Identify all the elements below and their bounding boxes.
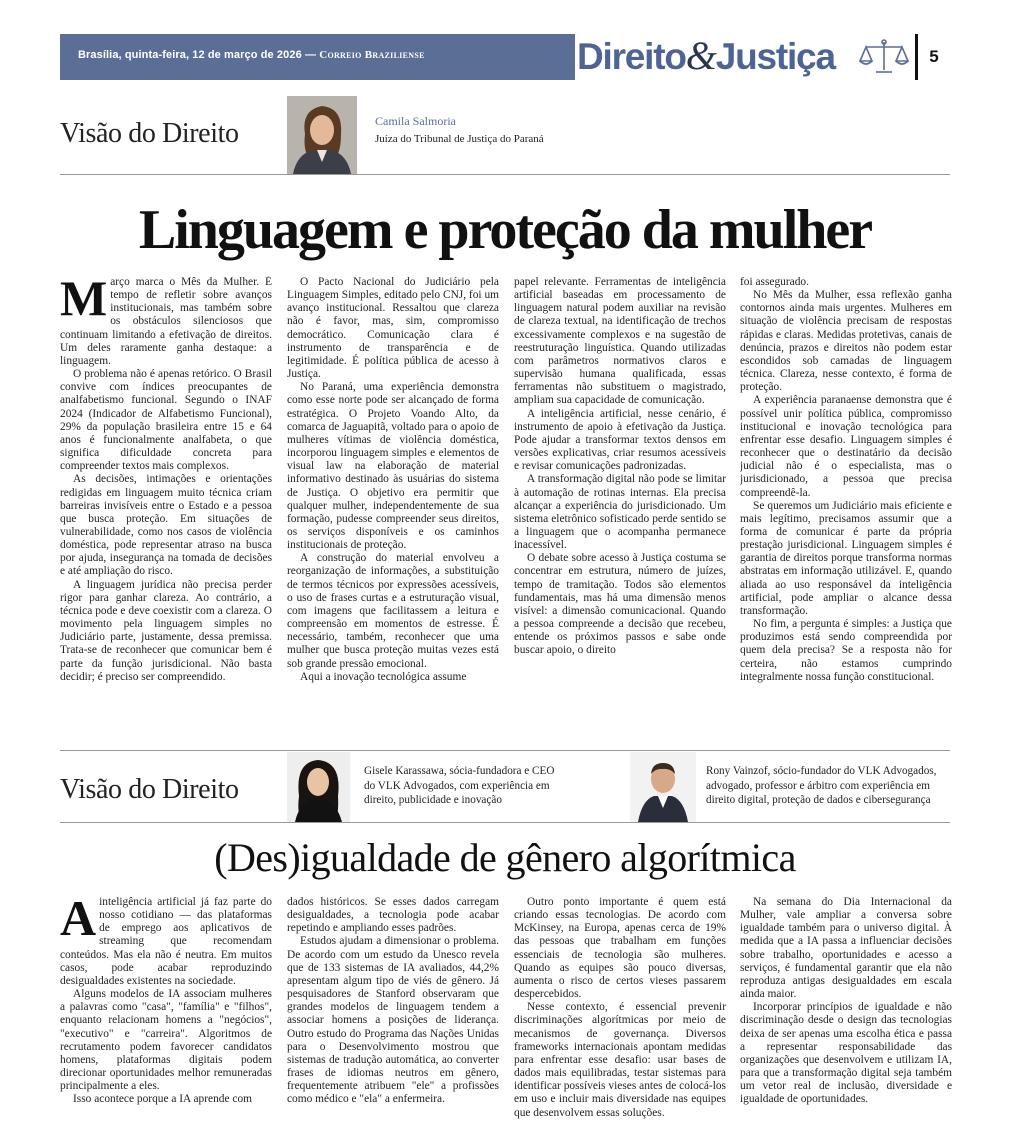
section-logo: [575, 34, 915, 80]
paragraph: Estudos ajudam a dimensionar o problema. De acordo com um estudo da Unesco revela que de 133 sistemas de IA avaliados, 44,2% apresentam algum tipo de viés de gênero. Já pesquisadores de Stanford observaram que grandes modelos de linguagem tendem a associar homens a posições de liderança. Outro estudo do Programa das Nações Unidas para o Desenvolvimento mostrou que sistemas de tradução automática, ao converter frases de idiomas neutros em gênero, frequentemente atribuem "ele" a profissões como médico e "ela" a enfermeira.: [287, 935, 499, 1106]
article2-column-3: [514, 896, 726, 1128]
paragraph: A transformação digital não pode se limitar à automação de rotinas internas. Ela precisa alcançar a experiência do jurisdicionado. Um sistema eletrônico sofisticado perde sentido se a linguagem que o acompanha permanece inacessível.: [514, 473, 726, 552]
paragraph: foi assegurado.: [740, 276, 809, 288]
section-label-2: Visão do Direito: [60, 774, 239, 805]
divider-article2: [60, 750, 950, 751]
paragraph: dados históricos. Se esses dados carregam desigualdades, a tecnologia pode acabar repetindo e ampliando esses padrões.: [287, 896, 499, 935]
paragraph: No fim, a pergunta é simples: a Justiça que produzimos está sendo compreendida por quem dela precisa? Se a resposta não for certeira, não estamos cumprindo integralmente nossa função constitucional.: [740, 618, 952, 683]
scales-icon: [858, 39, 910, 75]
section-title-ampersand: &: [685, 33, 716, 78]
author-name: Camila Salmoria: [375, 114, 456, 128]
paragraph: inteligência artificial já faz parte do nosso cotidiano — das plataformas de emprego aos aplicativos de streaming que recomendam conteúdos. Mas ela não é neutra. Em muitos casos, pode acabar reproduzindo desigualdades existentes na sociedade.: [60, 896, 272, 987]
section-title-part-1: Direito: [577, 36, 686, 77]
author-photo-rony: [630, 752, 696, 822]
newspaper-name: Correio Braziliense: [319, 49, 425, 61]
paragraph: Alguns modelos de IA associam mulheres a palavras como "casa", "família" e "filhos", enquanto relacionam homens a "negócios", "executivo" e "carreira". Algoritmos de recrutamento podem favorecer candidatos homens, plataformas digitais podem direcionar oportunidades melhor remuneradas principalmente a eles.: [60, 988, 272, 1093]
masthead: [60, 34, 950, 80]
paragraph: A linguagem jurídica não precisa perder rigor para ganhar clareza. Ao contrário, a técnica pode e deve coexistir com a clareza. O movimento pela linguagem simples no Judiciário parte, justamente, dessa premissa. Trata-se de reconhecer que comunicar bem é parte da função jurisdicional. Não basta decidir; é preciso ser compreendido.: [60, 578, 272, 683]
paragraph: Isso acontece porque a IA aprende com: [73, 1093, 253, 1106]
paragraph: Se queremos um Judiciário mais eficiente e mais legítimo, precisamos assumir que a forma de comunicar é parte da própria prestação jurisdicional. Linguagem simples é garantia de direitos porque transforma normas abstratas em informação utilizável. E, quando aliada ao uso responsável da inteligência artificial, pode ampliar o alcance dessa transformação.: [740, 499, 952, 617]
author-role: Juíza do Tribunal de Justiça do Paraná: [375, 133, 544, 145]
paragraph: A experiência paranaense demonstra que é possível unir política pública, compromisso institucional e inovação tecnológica para enfrentar esse desafio. Linguagem simples é reconhecer que o destinatário da decisão judicial não é o especialista, mas o jurisdicionado, a pessoa que precisa compreendê-la.: [740, 394, 952, 499]
page-number: 5: [915, 34, 950, 80]
paragraph: As decisões, intimações e orientações redigidas em linguagem muito técnica criam barreiras invisíveis entre o Estado e a pessoa que busca proteção. Em situações de vulnerabilidade, como nos casos de violência doméstica, pode representar atraso na busca por ajuda, insegurança na tomada de decisões e até ampliação do risco.: [60, 473, 272, 578]
section-label-1: Visão do Direito: [60, 118, 239, 149]
paragraph: No Mês da Mulher, essa reflexão ganha contornos ainda mais urgentes. Mulheres em situação de violência precisam de respostas rápidas e claras. Medidas protetivas, canais de denúncia, prazos e direitos não podem estar escondidos sob camadas de linguagem técnica. Clareza, nesse contexto, é forma de proteção.: [740, 289, 952, 394]
paragraph: No Paraná, uma experiência demonstra como esse norte pode ser alcançado de forma estratégica. O Projeto Voando Alto, da comarca de Jaguapitã, voltado para o apoio de mulheres vítimas de violência doméstica, incorporou linguagem simples e elementos de visual law na elaboração de material informativo destinado às usuárias do sistema de Justiça. O objetivo era permitir que qualquer mulher, independentemente de sua formação, pudesse compreender seus direitos, os serviços disponíveis e os caminhos institucionais de proteção.: [287, 381, 499, 552]
section-title-part-2: Justiça: [715, 36, 835, 77]
author-photo-camila: [287, 96, 357, 174]
divider-top: [60, 174, 950, 175]
drop-cap: M: [60, 276, 108, 326]
paragraph: O debate sobre acesso à Justiça costuma se concentrar em estrutura, número de juízes, tempo de tramitação. Todos são elementos fundamentais, mas há uma dimensão menos visível: a dimensão comunicacional. Quando a pessoa compreende a decisão que recebeu, entende os próximos passos e sabe onde buscar apoio, o direito: [514, 552, 726, 657]
paragraph: O Pacto Nacional do Judiciário pela Linguagem Simples, editado pelo CNJ, foi um avanço institucional. Ressaltou que clareza não é favor, mas, sim, compromisso democrático. Comunicação clara é instrumento de transparência e de legitimidade. É política pública de acesso à Justiça.: [287, 276, 499, 381]
paragraph: O problema não é apenas retórico. O Brasil convive com índices preocupantes de analfabetismo funcional. Segundo o INAF 2024 (Indicador de Alfabetismo Funcional), 29% da população brasileira entre 15 e 64 anos é funcionalmente analfabeta, o que significa dificuldade concreta para compreender textos mais complexos.: [60, 368, 272, 473]
paragraph: Aqui a inovação tecnológica assume: [300, 670, 467, 683]
article1-column-3: [514, 276, 726, 718]
masthead-date: Brasília, quinta-feira, 12 de março de 2026 —: [78, 49, 317, 61]
author-photo-gisele: [287, 752, 350, 822]
author-bio-rony: Rony Vainzof, sócio-fundador do VLK Advogados, advogado, professor e árbitro com experiência em direito digital, proteção de dados e cibersegurança: [706, 765, 937, 806]
paragraph: arço marca o Mês da Mulher. É tempo de refletir sobre avanços institucionais, mas também sobre os obstáculos silenciosos que continuam limitando a efetivação de direitos. Um deles raramente ganha destaque: a linguagem.: [60, 276, 272, 367]
article1-column-1: [60, 276, 272, 718]
author-bio-gisele: Gisele Karassawa, sócia-fundadora e CEO do VLK Advogados, com experiência em direito, publicidade e inovação: [364, 765, 555, 806]
headline-2: (Des)igualdade de gênero algorítmica: [214, 835, 796, 880]
section-title: [577, 33, 835, 78]
article1-column-4: [740, 276, 952, 718]
paragraph: Incorporar princípios de igualdade e não discriminação desde o design das tecnologias deixa de ser apenas uma escolha ética e passa a representar responsabilidade das organizações que desenvolvem e utilizam IA, para que a transformação digital seja também um vetor real de inclusão, diversidade e igualdade de oportunidades.: [740, 1001, 952, 1106]
paragraph: A construção do material envolveu a reorganização de informações, a substituição de termos técnicos por expressões acessíveis, o uso de frases curtas e a estruturação visual, com imagens que facilitassem a leitura e compreensão em momentos de estresse. É necessário, também, reconhecer que uma mulher que busca proteção muitas vezes está sob grande pressão emocional.: [287, 552, 499, 670]
article1-column-2: [287, 276, 499, 718]
headline: Linguagem e proteção da mulher: [138, 199, 872, 261]
masthead-dateline: [78, 49, 425, 61]
paragraph: A inteligência artificial, nesse cenário, é instrumento de apoio à efetivação da Justiça. Pode ajudar a transformar textos densos em versões explicativas, criar resumos acessíveis e revisar comunicações padronizadas.: [514, 407, 726, 473]
article2-column-1: [60, 896, 272, 1128]
drop-cap: A: [60, 896, 97, 946]
article2-column-4: [740, 896, 952, 1128]
divider-article2-bottom: [60, 822, 950, 823]
paragraph: papel relevante. Ferramentas de inteligência artificial baseadas em processamento de linguagem natural podem auxiliar na revisão de clareza textual, na identificação de trechos excessivamente complexos e na sugestão de reestruturação linguística. Quando utilizadas com parâmetros normativos claros e supervisão humana qualificada, essas ferramentas não substituem o magistrado, ampliam sua capacidade de comunicação.: [514, 276, 726, 407]
paragraph: Na semana do Dia Internacional da Mulher, vale ampliar a conversa sobre igualdade também para o universo digital. À medida que a IA passa a influenciar decisões sobre trabalho, oportunidades e acesso a serviços, é fundamental garantir que ela não reproduza antigas desigualdades em escala ainda maior.: [740, 896, 952, 1001]
paragraph: Outro ponto importante é quem está criando essas tecnologias. De acordo com McKinsey, na Europa, apenas cerca de 19% das pessoas que trabalham em funções essenciais de tecnologia são mulheres. Quando as equipes são pouco diversas, aumenta o risco de certos vieses passarem despercebidos.: [514, 896, 726, 1001]
paragraph: Nesse contexto, é essencial prevenir discriminações algorítmicas por meio de mecanismos de governança. Diversos frameworks internacionais apontam medidas para enfrentar esse desafio: usar bases de dados mais equilibradas, testar sistemas para identificar possíveis vieses antes de colocá-los em uso e incluir mais diversidade nas equipes que desenvolvem essas soluções.: [514, 1001, 726, 1119]
article2-column-2: [287, 896, 499, 1128]
